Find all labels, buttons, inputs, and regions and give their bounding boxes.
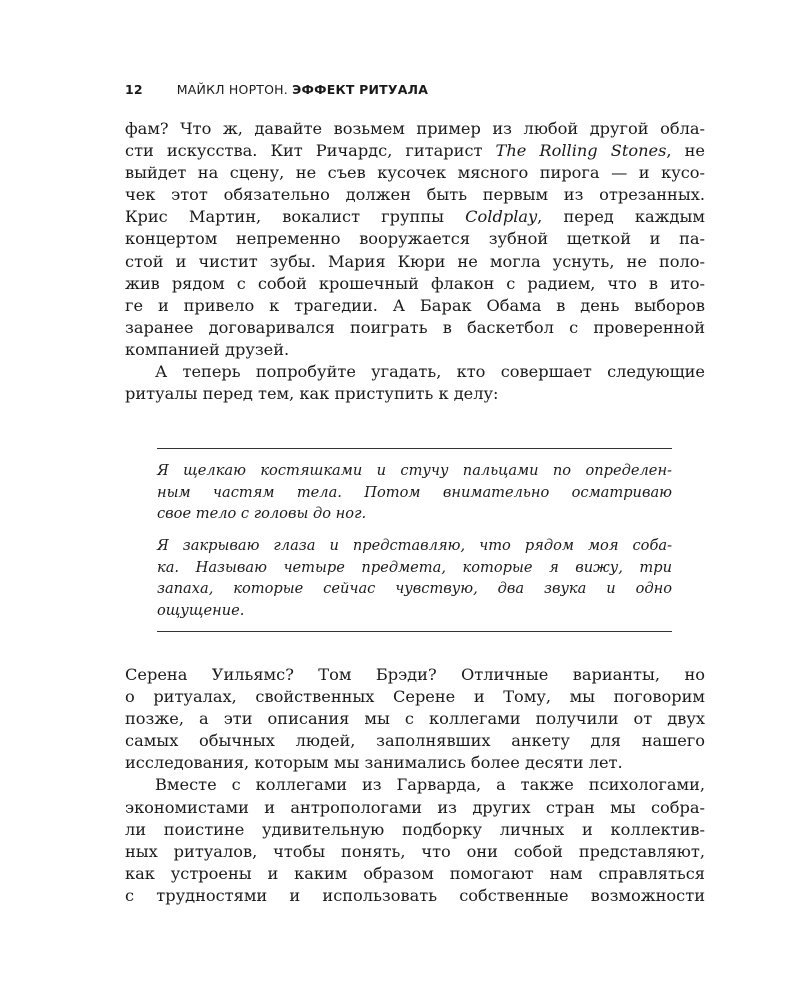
paragraph-2 xyxy=(125,361,705,405)
page-number: 12 xyxy=(125,82,143,97)
text-line: жив рядом с собой крошечный флакон с радием, что в ито- xyxy=(125,273,705,293)
text-line: ге и привело к трагедии. А Барак Обама в день выборов xyxy=(125,295,705,315)
text-line: стой и чистит зубы. Мария Кюри не могла уснуть, не поло- xyxy=(125,251,705,271)
running-header xyxy=(125,82,428,97)
body-text-top xyxy=(125,118,705,405)
text-line: чек этот обязательно должен быть первым из отрезанных. xyxy=(125,185,705,205)
text-line: ли поистине удивительную подборку личных и коллектив- xyxy=(125,819,705,839)
text-line: Вместе с коллегами из Гарварда, а также психологами, xyxy=(155,775,705,795)
text-line: заранее договаривался поиграть в баскетбол с проверенной xyxy=(125,317,705,337)
quote-line: свое тело с головы до ног. xyxy=(157,505,367,522)
text-line: концертом непременно вооружается зубной щеткой и па- xyxy=(125,229,705,249)
quote-block xyxy=(157,448,672,632)
text-line: как устроены и каким образом помогают нам справляться xyxy=(125,863,705,883)
band-name-coldplay: Coldplay xyxy=(465,207,538,227)
text-line: исследования, которым мы занимались более десяти лет. xyxy=(125,753,623,773)
text-line: позже, а эти описания мы с коллегами получили от двух xyxy=(125,709,705,729)
quote-line: ным частям тела. Потом внимательно осматриваю xyxy=(157,483,672,501)
paragraph-3 xyxy=(125,664,705,774)
text-span: сти искусства. Кит Ричардс, гитарист xyxy=(125,141,496,161)
quote-2 xyxy=(157,535,672,621)
quote-1 xyxy=(157,460,672,525)
text-span: , не xyxy=(666,141,705,161)
text-line xyxy=(125,140,705,162)
text-line: фам? Что ж, давайте возьмем пример из любой другой обла- xyxy=(125,119,705,138)
quote-line: ка. Называю четыре предмета, которые я вижу, три xyxy=(157,558,672,576)
text-line: с трудностями и использовать собственные возможности xyxy=(125,885,705,905)
quote-line: Я щелкаю костяшками и стучу пальцами по определен- xyxy=(157,462,672,479)
quote-line: Я закрываю глаза и представляю, что рядом моя соба- xyxy=(157,537,672,554)
text-line: А теперь попробуйте угадать, кто совершает следующие xyxy=(155,362,705,382)
header-author: МАЙКЛ НОРТОН. xyxy=(176,82,288,97)
body-text-bottom xyxy=(125,664,705,907)
paragraph-4 xyxy=(125,774,705,907)
quote-line: запаха, которые сейчас чувствую, два звука и одно xyxy=(157,580,672,597)
text-line: о ритуалах, свойственных Серене и Тому, мы поговорим xyxy=(125,687,705,707)
text-line: компанией друзей. xyxy=(125,339,290,359)
quote-top-rule xyxy=(157,448,672,449)
band-name-rolling-stones: The Rolling Stones xyxy=(495,141,667,161)
text-line: экономистами и антропологами из других стран мы собра- xyxy=(125,797,705,817)
text-line: выйдет на сцену, не съев кусочек мясного пирога — и кусо- xyxy=(125,163,705,183)
text-line: самых обычных людей, заполнявших анкету для нашего xyxy=(125,731,705,751)
text-span: , перед каждым xyxy=(537,207,705,227)
text-line: Серена Уильямс? Том Брэди? Отличные варианты, но xyxy=(125,665,705,684)
text-span: Крис Мартин, вокалист группы xyxy=(125,207,466,227)
text-line: ных ритуалов, чтобы понять, что они собой представляют, xyxy=(125,841,705,861)
header-book-title: ЭФФЕКТ РИТУАЛА xyxy=(292,82,429,97)
paragraph-1 xyxy=(125,118,705,361)
quote-line: ощущение. xyxy=(157,601,245,619)
text-line: ритуалы перед тем, как приступить к делу: xyxy=(125,384,499,404)
text-line xyxy=(125,206,705,228)
quote-bottom-rule xyxy=(157,631,672,632)
